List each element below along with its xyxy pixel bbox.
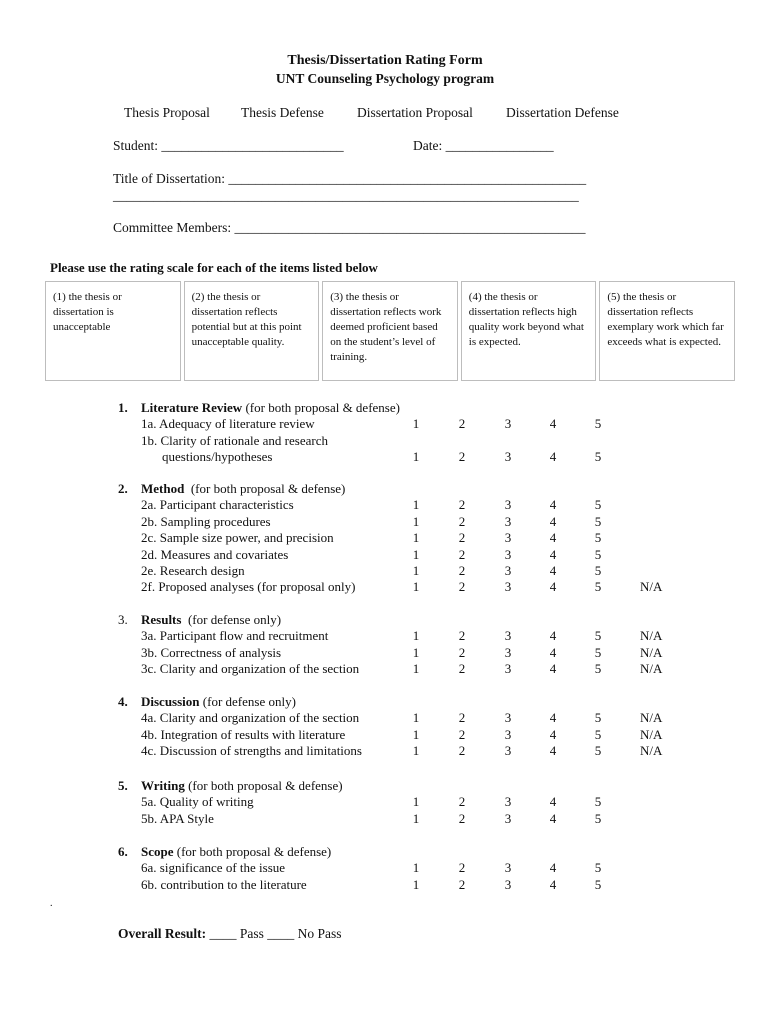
- scale-cell-2: (2) the thesis or dissertation reflects potential but at this point unacceptable quality.: [184, 281, 320, 381]
- option-thesis-defense[interactable]: [235, 105, 324, 121]
- item-label-continuation: questions/hypotheses: [162, 449, 273, 465]
- section-title: Literature Review: [141, 400, 243, 415]
- rating-option[interactable]: 2: [458, 563, 466, 578]
- rating-option[interactable]: 1: [412, 546, 420, 562]
- rating-option[interactable]: 5: [594, 497, 602, 513]
- rating-option[interactable]: 5: [594, 449, 602, 465]
- rating-option[interactable]: 1: [412, 810, 420, 826]
- na-option[interactable]: N/A: [640, 726, 663, 742]
- section-heading: [141, 694, 296, 710]
- rating-option[interactable]: 5: [594, 743, 602, 759]
- overall-result: [118, 926, 342, 942]
- rating-option[interactable]: 5: [594, 726, 602, 742]
- rating-option[interactable]: 2: [458, 416, 466, 432]
- item-label: 3a. Participant flow and recruitment: [141, 628, 329, 644]
- rating-option[interactable]: 1: [412, 449, 420, 465]
- rating-option[interactable]: 3: [504, 546, 512, 562]
- rating-option[interactable]: 3: [504, 513, 512, 529]
- rating-option[interactable]: 1: [412, 794, 420, 810]
- section-note: (for both proposal & defense): [184, 481, 346, 496]
- rating-option[interactable]: 2: [458, 860, 466, 876]
- section-number: 6.: [118, 844, 128, 859]
- rating-option[interactable]: 3: [504, 743, 512, 759]
- section-heading: [141, 778, 343, 794]
- option-thesis-proposal[interactable]: [118, 105, 210, 121]
- rating-option[interactable]: 3: [504, 628, 512, 644]
- option-label: Dissertation Defense: [506, 105, 619, 120]
- rating-option[interactable]: 1: [412, 530, 420, 546]
- rating-option[interactable]: 5: [594, 876, 602, 892]
- item-label: 4b. Integration of results with literature: [141, 726, 346, 742]
- section-note: (for defense only): [181, 612, 282, 627]
- section-number: 4.: [118, 694, 128, 709]
- na-option[interactable]: N/A: [640, 661, 663, 677]
- rating-option[interactable]: 2: [458, 710, 466, 726]
- rating-option[interactable]: 2: [458, 513, 466, 529]
- rating-option[interactable]: 4: [549, 644, 557, 660]
- item-label: 3b. Correctness of analysis: [141, 644, 282, 660]
- option-dissertation-defense[interactable]: [500, 105, 619, 121]
- overall-result-label: Overall Result:: [118, 926, 207, 941]
- item-label: 6a. significance of the issue: [141, 860, 286, 876]
- rating-option[interactable]: 2: [458, 726, 466, 742]
- rating-option[interactable]: 2: [458, 743, 466, 759]
- rating-option[interactable]: 2: [458, 628, 466, 644]
- rating-option[interactable]: 4: [549, 579, 557, 595]
- rating-option[interactable]: 4: [549, 810, 557, 826]
- rating-option[interactable]: 3: [504, 563, 512, 578]
- item-label: 1b. Clarity of rationale and research: [141, 432, 328, 448]
- item-label: 2d. Measures and covariates: [141, 546, 289, 562]
- rating-option[interactable]: 2: [458, 661, 466, 677]
- rating-option[interactable]: 5: [594, 794, 602, 810]
- section-note: (for both proposal & defense): [242, 400, 400, 415]
- rating-option[interactable]: 4: [549, 546, 557, 562]
- rating-option[interactable]: 5: [594, 546, 602, 562]
- item-label: 6b. contribution to the literature: [141, 876, 307, 892]
- section-heading: [141, 612, 281, 628]
- rating-option[interactable]: 4: [549, 794, 557, 810]
- rating-option[interactable]: 3: [504, 794, 512, 810]
- rating-option[interactable]: 4: [549, 726, 557, 742]
- item-label: 1a. Adequacy of literature review: [141, 416, 315, 432]
- form-title: Thesis/Dissertation Rating Form: [287, 53, 483, 68]
- rating-option[interactable]: 2: [458, 876, 466, 892]
- rating-option[interactable]: 5: [594, 416, 602, 432]
- section-number: 2.: [118, 481, 128, 496]
- rating-option[interactable]: 5: [594, 644, 602, 660]
- section-heading: [141, 481, 345, 497]
- rating-option[interactable]: 2: [458, 644, 466, 660]
- rating-option[interactable]: 2: [458, 810, 466, 826]
- item-label: 2e. Research design: [141, 563, 245, 578]
- rating-option[interactable]: 1: [412, 726, 420, 742]
- section-note: (for both proposal & defense): [173, 844, 332, 859]
- overall-result-options[interactable]: ____ Pass ____ No Pass: [206, 926, 342, 941]
- rating-option[interactable]: 1: [412, 416, 420, 432]
- rating-option[interactable]: 3: [504, 876, 512, 892]
- rating-option[interactable]: 5: [594, 810, 602, 826]
- item-label: 5a. Quality of writing: [141, 794, 254, 810]
- rating-option[interactable]: 3: [504, 810, 512, 826]
- rating-option[interactable]: 1: [412, 860, 420, 876]
- rating-scale-table: [45, 281, 735, 381]
- rating-option[interactable]: 2: [458, 794, 466, 810]
- rating-option[interactable]: 4: [549, 628, 557, 644]
- rating-option[interactable]: 4: [549, 416, 557, 432]
- section-title: Writing: [141, 778, 185, 793]
- item-label: 2f. Proposed analyses (for proposal only): [141, 579, 356, 595]
- section-title: Results: [141, 612, 182, 627]
- rating-option[interactable]: 1: [412, 628, 420, 644]
- rating-option[interactable]: 5: [594, 563, 602, 578]
- rating-option[interactable]: 4: [549, 530, 557, 546]
- scale-cell-3: (3) the thesis or dissertation reflects work deemed proficient based on the student’s level of training.: [322, 281, 458, 381]
- item-label: 2a. Participant characteristics: [141, 497, 294, 513]
- item-label: 4a. Clarity and organization of the section: [141, 710, 360, 726]
- na-option[interactable]: N/A: [640, 710, 663, 726]
- title-field-continuation[interactable]: _____________________________________________________________________: [113, 188, 579, 203]
- committee-field[interactable]: Committee Members: ____________________________________________________: [113, 220, 586, 235]
- option-dissertation-proposal[interactable]: [351, 105, 473, 121]
- rating-option[interactable]: 2: [458, 579, 466, 595]
- option-label: Thesis Defense: [241, 105, 324, 120]
- rating-option[interactable]: 1: [412, 513, 420, 529]
- na-option[interactable]: N/A: [640, 644, 663, 660]
- rating-option[interactable]: 1: [412, 579, 420, 595]
- section-title: Method: [141, 481, 185, 496]
- rating-option[interactable]: 5: [594, 530, 602, 546]
- na-option[interactable]: N/A: [640, 743, 663, 759]
- rating-option[interactable]: 3: [504, 710, 512, 726]
- option-label: Thesis Proposal: [124, 105, 210, 120]
- na-option[interactable]: N/A: [640, 579, 663, 595]
- rating-option[interactable]: 1: [412, 743, 420, 759]
- section-note: (for defense only): [199, 694, 296, 709]
- rating-option[interactable]: 3: [504, 497, 512, 513]
- section-number: 5.: [118, 778, 128, 793]
- section-heading: [141, 400, 400, 416]
- item-label: 4c. Discussion of strengths and limitations: [141, 743, 362, 759]
- rating-option[interactable]: 3: [504, 644, 512, 660]
- rating-option[interactable]: 4: [549, 876, 557, 892]
- na-option[interactable]: N/A: [640, 628, 663, 644]
- scale-cell-4: (4) the thesis or dissertation reflects high quality work beyond what is expected.: [461, 281, 597, 381]
- rating-option[interactable]: 3: [504, 726, 512, 742]
- rating-option[interactable]: 4: [549, 710, 557, 726]
- scale-cell-5: (5) the thesis or dissertation reflects exemplary work which far exceeds what is expected.: [599, 281, 735, 381]
- rating-option[interactable]: 4: [549, 513, 557, 529]
- rating-option[interactable]: 2: [458, 546, 466, 562]
- rating-option[interactable]: 2: [458, 497, 466, 513]
- student-field[interactable]: Student: ___________________________: [113, 138, 344, 153]
- rating-option[interactable]: 5: [594, 860, 602, 876]
- item-label: 2b. Sampling procedures: [141, 513, 271, 529]
- scale-cell-1: (1) the thesis or dissertation is unacceptable: [45, 281, 181, 381]
- rating-option[interactable]: 2: [458, 530, 466, 546]
- program-subtitle: UNT Counseling Psychology program: [275, 71, 495, 86]
- rating-option[interactable]: 5: [594, 513, 602, 529]
- rating-option[interactable]: 4: [549, 860, 557, 876]
- instructions: Please use the rating scale for each of the items listed below: [50, 260, 378, 275]
- rating-option[interactable]: 4: [549, 449, 557, 465]
- rating-option[interactable]: 1: [412, 497, 420, 513]
- rating-option[interactable]: 1: [412, 876, 420, 892]
- item-label: 5b. APA Style: [141, 810, 214, 826]
- item-label: 2c. Sample size power, and precision: [141, 530, 334, 546]
- rating-option[interactable]: 5: [594, 579, 602, 595]
- rating-option[interactable]: 3: [504, 661, 512, 677]
- rating-option[interactable]: 2: [458, 449, 466, 465]
- rating-option[interactable]: 5: [594, 710, 602, 726]
- option-label: Dissertation Proposal: [357, 105, 473, 120]
- rating-option[interactable]: 4: [549, 497, 557, 513]
- rating-option[interactable]: 4: [549, 743, 557, 759]
- title-field[interactable]: Title of Dissertation: _____________________________________________________: [113, 171, 587, 186]
- stray-mark: .: [50, 898, 53, 909]
- section-note: (for both proposal & defense): [184, 778, 343, 793]
- rating-option[interactable]: 4: [549, 563, 557, 578]
- section-title: Scope: [141, 844, 174, 859]
- section-number: 3.: [118, 612, 128, 627]
- item-label: 3c. Clarity and organization of the section: [141, 661, 360, 677]
- rating-option[interactable]: 4: [549, 661, 557, 677]
- section-number: 1.: [118, 400, 128, 415]
- rating-option[interactable]: 3: [504, 530, 512, 546]
- rating-option[interactable]: 5: [594, 628, 602, 644]
- rating-option[interactable]: 3: [504, 860, 512, 876]
- rating-option[interactable]: 1: [412, 644, 420, 660]
- rating-option[interactable]: 3: [504, 579, 512, 595]
- rating-option[interactable]: 1: [412, 563, 420, 578]
- date-field[interactable]: Date: ________________: [413, 138, 554, 153]
- section-heading: [141, 844, 331, 860]
- rating-option[interactable]: 3: [504, 449, 512, 465]
- rating-option[interactable]: 1: [412, 661, 420, 677]
- section-title: Discussion: [141, 694, 200, 709]
- rating-option[interactable]: 3: [504, 416, 512, 432]
- rating-option[interactable]: 5: [594, 661, 602, 677]
- rating-option[interactable]: 1: [412, 710, 420, 726]
